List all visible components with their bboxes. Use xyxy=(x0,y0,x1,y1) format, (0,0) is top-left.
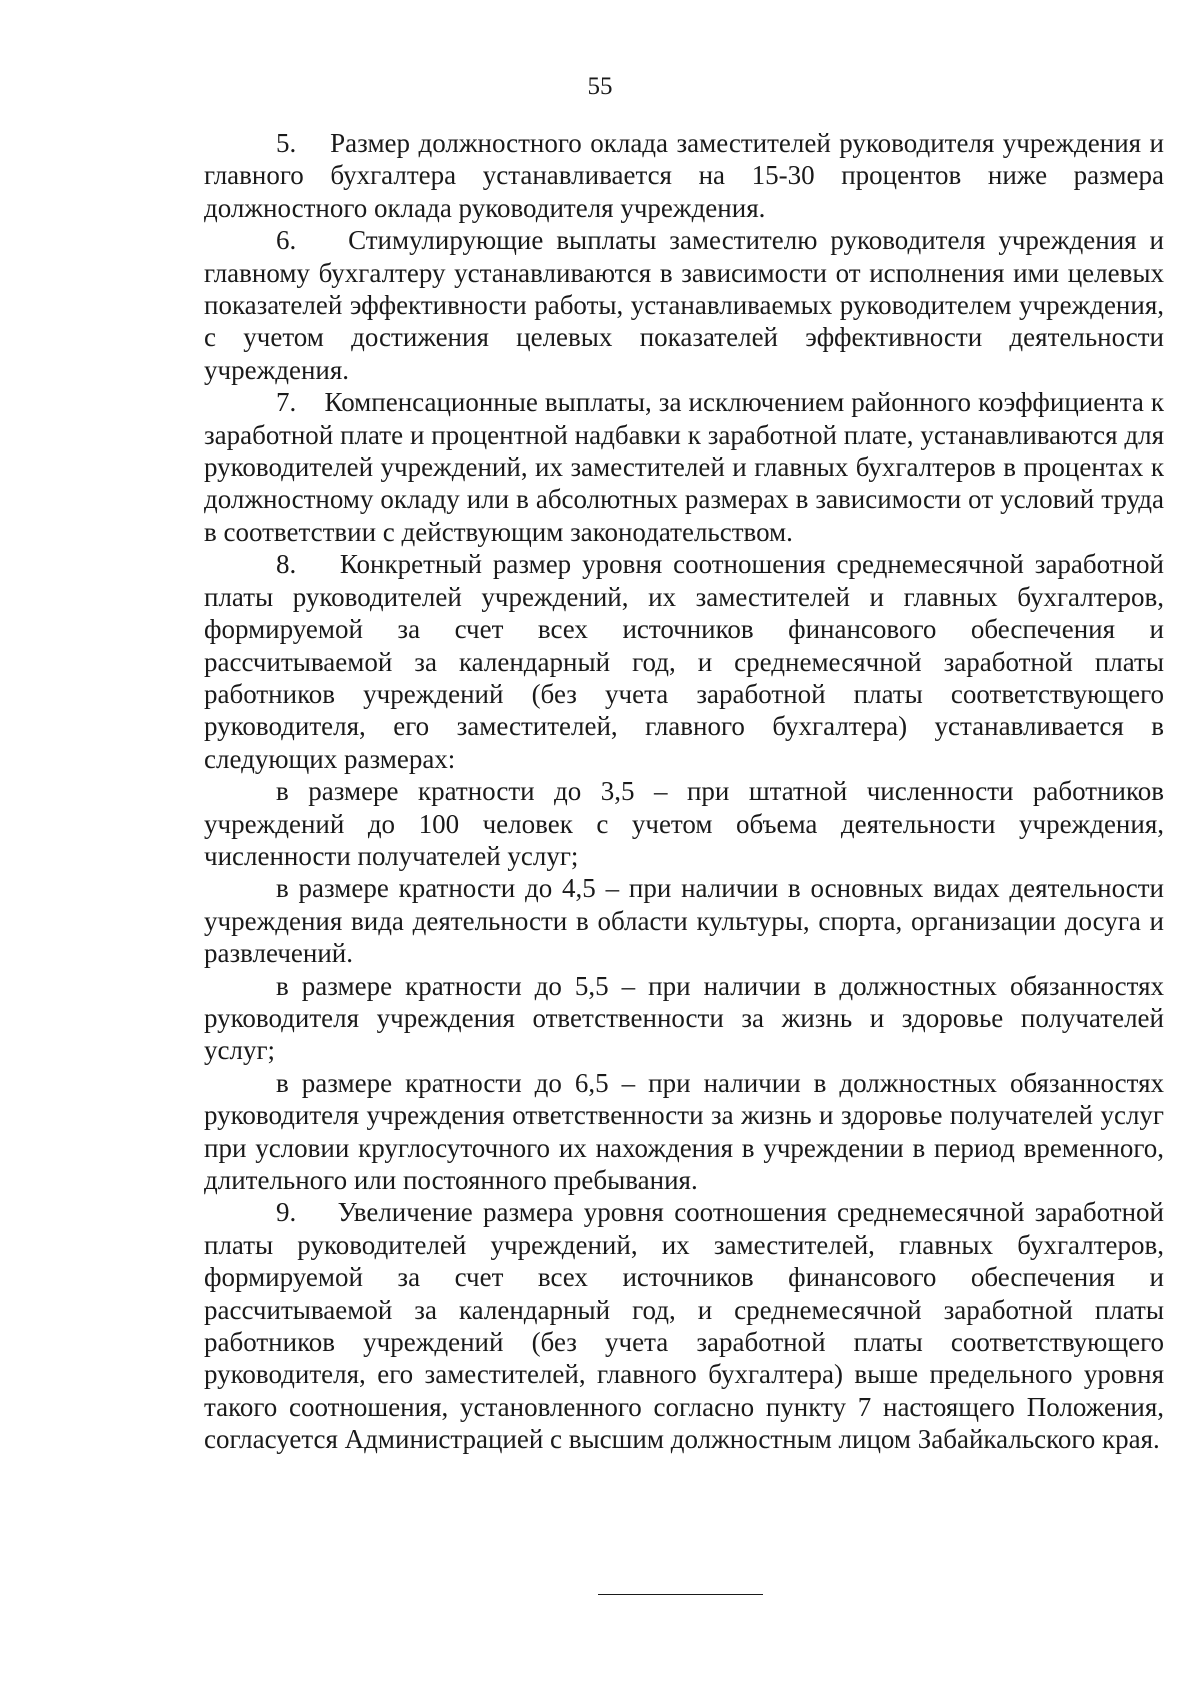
paragraph-8-ratio-5-5: в размере кратности до 5,5 – при наличии в должностных обязанностях руководителя учреждения ответственности за жизнь и здоровье получателей услуг; xyxy=(204,970,1164,1066)
paragraph-8-ratio-6-5: в размере кратности до 6,5 – при наличии в должностных обязанностях руководителя учреждения ответственности за жизнь и здоровье получателей услуг при условии круглосуточного их нахождения в учреждении в период временного, длительного или постоянного пребывания. xyxy=(204,1067,1164,1195)
paragraph-8-ratio-4-5: в размере кратности до 4,5 – при наличии в основных видах деятельности учреждения вида деятельности в области культуры, спорта, организации досуга и развлечений. xyxy=(204,873,1164,969)
paragraph-8: 8. Конкретный размер уровня соотношения среднемесячной заработной платы руководителей учреждений, их заместителей и главных бухгалтеров, формируемой за счет всех источников финансового обеспечения и рассчитываемой за календарный год, и среднемесячной заработной платы работников учреждений (без учета заработной платы соответствующего руководителя, его заместителей, главного бухгалтера) устанавливается в следующих размерах: xyxy=(204,549,1164,774)
page-number: 55 xyxy=(587,73,613,100)
closing-divider-line xyxy=(598,1594,763,1595)
paragraph-7: 7. Компенсационные выплаты, за исключением районного коэффициента к заработной плате и процентной надбавки к заработной плате, устанавливаются для руководителей учреждений, их заместителей и главных бухгалтеров в процентах к должностному окладу или в абсолютных размерах в зависимости от условий труда в соответствии с действующим законодательством. xyxy=(204,387,1164,547)
paragraph-9: 9. Увеличение размера уровня соотношения среднемесячной заработной платы руководителей учреждений, их заместителей, главных бухгалтеров, формируемой за счет всех источников финансового обеспечения и рассчитываемой за календарный год, и среднемесячной заработной платы работников учреждений (без учета заработной платы соответствующего руководителя, его заместителей, главного бухгалтера) выше предельного уровня такого соотношения, установленного согласно пункту 7 настоящего Положения, согласуется Администрацией с высшим должностным лицом Забайкальского края. xyxy=(204,1197,1164,1455)
paragraph-6: 6. Стимулирующие выплаты заместителю руководителя учреждения и главному бухгалтеру устанавливаются в зависимости от исполнения ими целевых показателей эффективности работы, устанавливаемых руководителем учреждения, с учетом достижения целевых показателей эффективности деятельности учреждения. xyxy=(204,225,1164,385)
paragraph-5: 5. Размер должностного оклада заместителей руководителя учреждения и главного бухгалтера устанавливается на 15-30 процентов ниже размера должностного оклада руководителя учреждения. xyxy=(204,128,1164,223)
paragraph-8-ratio-3-5: в размере кратности до 3,5 – при штатной численности работников учреждений до 100 человек с учетом объема деятельности учреждения, численности получателей услуг; xyxy=(204,776,1164,871)
document-body xyxy=(204,127,1164,1456)
